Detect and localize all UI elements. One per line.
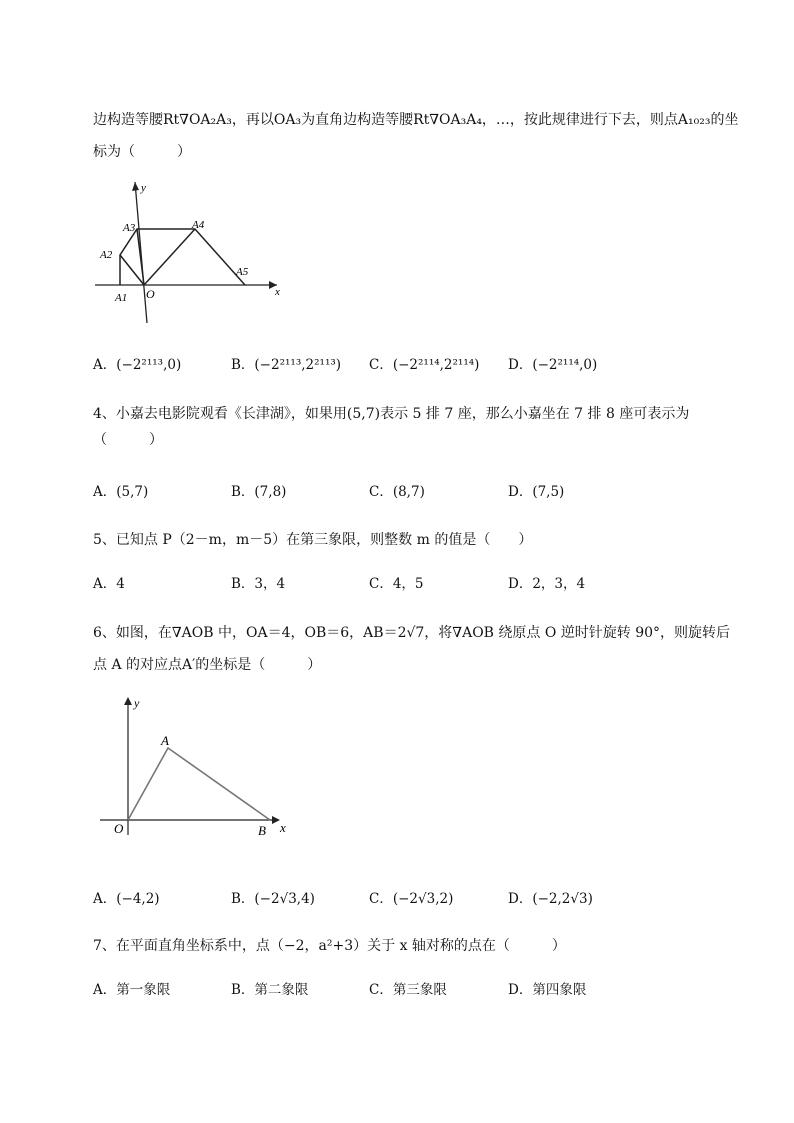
- q6-text-line1: 6、如图，在∇AOB 中，OA＝4，OB＝6，AB＝2√7，将∇AOB 绕原点 O 逆时针旋转 90°，则旋转后: [93, 625, 731, 641]
- q3-label-a4: A4: [192, 219, 205, 231]
- q6-option-a[interactable]: A．(−4,2): [93, 891, 160, 907]
- q7-option-b[interactable]: B．第二象限: [231, 982, 309, 998]
- q3-label-o: O: [146, 287, 155, 301]
- q7-option-d[interactable]: D．第四象限: [508, 982, 587, 998]
- q5-text-line1: 5、已知点 P（2－m，m－5）在第三象限，则整数 m 的值是（ ）: [93, 532, 533, 548]
- q3-label-a3: A3: [123, 222, 136, 234]
- q6-text-line2: 点 A 的对应点A′的坐标是（ ）: [93, 657, 322, 673]
- q7-option-c[interactable]: C．第三象限: [369, 982, 447, 998]
- q3-option-a[interactable]: A．(−2²¹¹³,0): [93, 357, 182, 373]
- q7-text-line1: 7、在平面直角坐标系中，点（−2，a²+3）关于 x 轴对称的点在（ ）: [93, 938, 566, 954]
- q7-option-a[interactable]: A．第一象限: [93, 982, 171, 998]
- q3-text-line2: 标为（ ）: [93, 144, 191, 160]
- q3-label-a5: A5: [236, 266, 249, 278]
- q3-label-a1: A1: [115, 292, 128, 304]
- q6-label-y: y: [134, 696, 140, 710]
- q4-text-line1: 4、小嘉去电影院观看《长津湖》，如果用(5,7)表示 5 排 7 座，那么小嘉坐在 7 排 8 座可表示为: [93, 406, 690, 422]
- q6-option-b[interactable]: B．(−2√3,4): [231, 891, 315, 907]
- q4-option-d[interactable]: D．(7,5): [508, 484, 565, 500]
- q3-text-line1: 边构造等腰Rt∇OA₂A₃，再以OA₃为直角边构造等腰Rt∇OA₃A₄，…，按此规律进行下去，则点A₁₀₂₃的坐: [93, 112, 739, 128]
- q5-option-b[interactable]: B．3，4: [231, 576, 286, 592]
- q3-figure: [95, 180, 295, 330]
- q6-label-a: A: [161, 733, 169, 748]
- q4-text-line2: （ ）: [93, 432, 163, 448]
- q5-option-a[interactable]: A．4: [93, 576, 125, 592]
- q3-option-c[interactable]: C．(−2²¹¹⁴,2²¹¹⁴): [369, 357, 480, 373]
- q4-option-c[interactable]: C．(8,7): [369, 484, 425, 500]
- q5-option-d[interactable]: D．2，3，4: [508, 576, 586, 592]
- q3-option-b[interactable]: B．(−2²¹¹³,2²¹¹³): [231, 357, 342, 373]
- q5-option-c[interactable]: C．4，5: [369, 576, 424, 592]
- q6-option-c[interactable]: C．(−2√3,2): [369, 891, 454, 907]
- q3-option-d[interactable]: D．(−2²¹¹⁴,0): [508, 357, 598, 373]
- q6-label-o: O: [114, 821, 124, 836]
- q6-label-b: B: [258, 823, 266, 838]
- q4-option-b[interactable]: B．(7,8): [231, 484, 287, 500]
- q6-figure: [100, 693, 300, 843]
- q3-label-x: x: [275, 286, 280, 298]
- q6-label-x: x: [280, 820, 286, 835]
- q4-option-a[interactable]: A．(5,7): [93, 484, 149, 500]
- q3-label-y: y: [141, 182, 146, 194]
- q6-option-d[interactable]: D．(−2,2√3): [508, 891, 593, 907]
- q3-label-a2: A2: [100, 249, 113, 261]
